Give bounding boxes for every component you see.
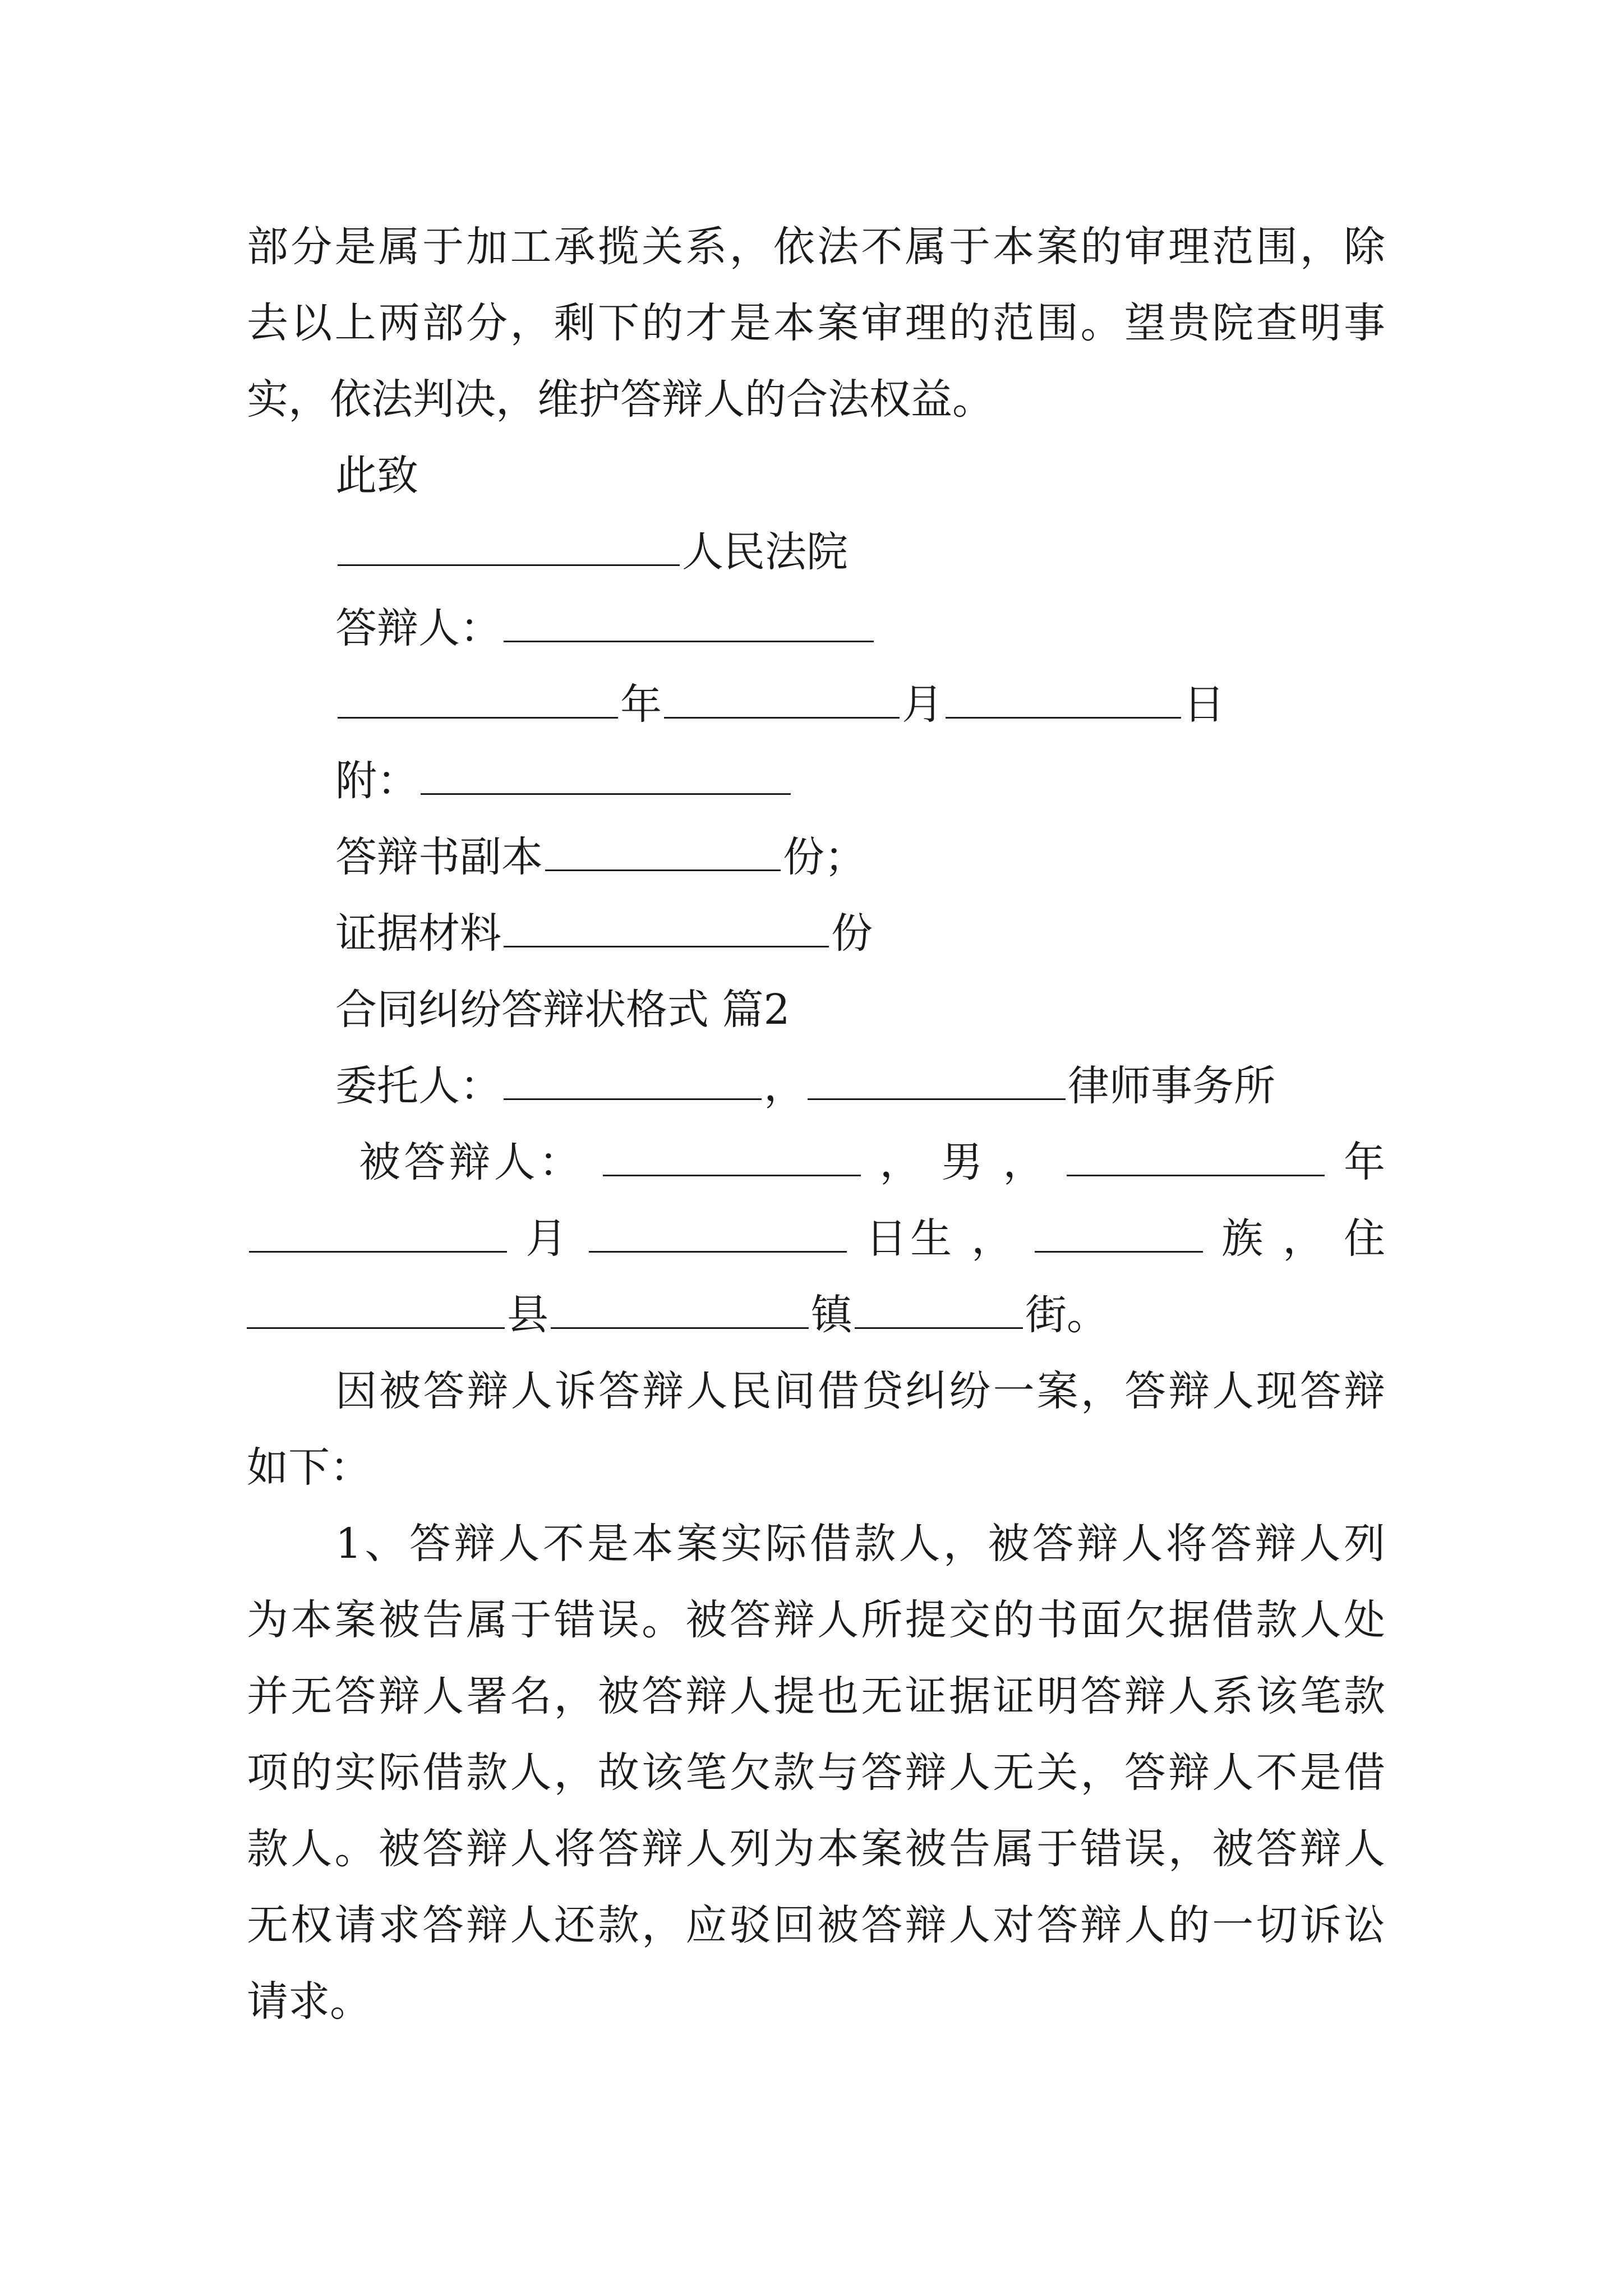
respondee-name-blank [603,1140,861,1176]
evidence-prefix: 证据材料 [335,909,501,958]
paragraph-3-line-7: 请求。 [247,1977,371,2026]
paragraph-1-line-1: 部分是属于加工承揽关系，依法不属于本案的审理范围，除 [247,223,1385,271]
respondee-line-1 [359,1137,1385,1188]
copies-prefix: 答辩书副本 [335,833,543,881]
respondee-town: 镇 [811,1291,852,1339]
evidence-blank [504,911,829,947]
date-day: 日 [1183,680,1225,729]
date-year: 年 [620,680,662,729]
agent-line [335,1061,1385,1111]
date-month: 月 [902,680,943,729]
respondee-comma-1: ， [879,1138,925,1186]
salutation: 此致 [335,452,418,500]
agent-label: 委托人： [335,1062,501,1110]
paragraph-1-line-3: 实，依法判决，维护答辩人的合法权益。 [247,375,994,424]
law-firm-blank [808,1064,1066,1100]
respondee-born: 日生 [865,1214,955,1263]
county-blank [247,1292,505,1329]
section-title: 合同纠纷答辩状格式 篇2 [335,986,790,1034]
ethnic-blank [1035,1216,1203,1253]
paragraph-3-line-3: 并无答辩人署名，被答辩人提也无证据证明答辩人系该笔款 [247,1672,1385,1720]
copies-blank [545,835,781,871]
respondee-comma-2: ， [1003,1138,1048,1186]
respondee-comma-4: ， [1283,1214,1327,1263]
respondee-ethnic: 族 [1221,1214,1266,1263]
respondee-year: 年 [1344,1138,1386,1186]
court-suffix: 人民法院 [682,528,848,576]
agent-suffix: 律师事务所 [1068,1062,1275,1110]
paragraph-2-line-2: 如下： [247,1443,371,1492]
attachment-blank [421,758,791,795]
respondee-month: 月 [525,1214,570,1263]
date-line [335,679,1385,730]
copies-suffix: 份； [783,833,866,881]
respondent-line [335,603,1385,654]
copies-line [335,832,1385,882]
paragraph-2-line-1: 因被答辩人诉答辩人民间借贷纠纷一案，答辩人现答辩 [335,1367,1385,1415]
respondee-street: 街。 [1025,1291,1108,1339]
respondee-comma-3: ， [971,1214,1016,1263]
respondee-county: 县 [507,1291,548,1339]
attachment-line [335,756,1385,806]
court-name-blank [338,530,680,566]
agent-comma: ， [764,1062,805,1110]
respondee-label: 被答辩人： [359,1138,584,1186]
respondee-line-2 [247,1213,1385,1264]
year-blank [338,682,618,719]
street-blank [855,1292,1023,1329]
birth-month-blank [249,1216,507,1253]
evidence-suffix: 份 [831,909,873,958]
paragraph-3-line-6: 无权请求答辩人还款，应驳回被答辩人对答辩人的一切诉讼 [247,1901,1385,1949]
respondee-line-3 [247,1290,1385,1340]
paragraph-3-line-2: 为本案被告属于错误。被答辩人所提交的书面欠据借款人处 [247,1596,1385,1644]
respondent-blank [504,606,874,642]
respondee-live: 住 [1344,1214,1386,1263]
town-blank [551,1292,809,1329]
paragraph-3-line-5: 款人。被答辩人将答辩人列为本案被告属于错误，被答辩人 [247,1825,1385,1873]
birth-day-blank [589,1216,847,1253]
month-blank [664,682,900,719]
evidence-line [335,908,1385,959]
respondent-label: 答辩人： [335,604,501,652]
agent-name-blank [504,1064,762,1100]
respondee-gender: 男 [941,1138,986,1186]
paragraph-1-line-2: 去以上两部分，剩下的才是本案审理的范围。望贵院查明事 [247,299,1385,347]
paragraph-3-line-4: 项的实际借款人，故该笔欠款与答辩人无关，答辩人不是借 [247,1749,1385,1797]
paragraph-3-line-1: 1、答辩人不是本案实际借款人，被答辩人将答辩人列 [335,1520,1385,1568]
court-line [335,527,1385,577]
attachment-label: 附： [335,757,418,805]
day-blank [946,682,1181,719]
birth-year-blank [1067,1140,1325,1176]
